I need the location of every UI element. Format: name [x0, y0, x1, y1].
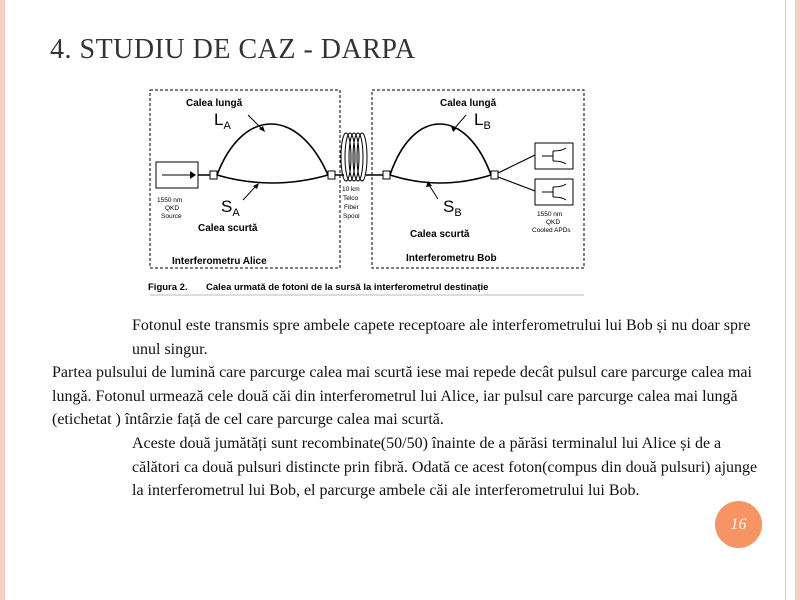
figure-caption-number: Figura 2.: [148, 282, 188, 293]
body-text: [52, 314, 760, 503]
bob-detector-line2: QKD: [546, 219, 561, 226]
alice-long-symbol: $L_A$: [214, 110, 231, 132]
bob-detector-line1: 1550 nm: [537, 211, 563, 218]
alice-short-symbol: $S_A$: [221, 197, 240, 219]
slide-border-right: [795, 0, 800, 600]
bob-short-symbol: $S_B$: [443, 197, 462, 219]
spool-line1: 10 km: [342, 186, 360, 193]
alice-source-line1: 1550 nm: [157, 197, 183, 204]
spool-line4: Spool: [343, 213, 360, 220]
bob-short-pointer: [429, 185, 438, 199]
page-number-badge: 16: [715, 501, 762, 548]
bob-long-path: [390, 124, 491, 175]
alice-coupler-1: [210, 171, 217, 179]
slide-border-right-line: [785, 0, 786, 600]
bob-coupler-1: [383, 171, 390, 179]
interferometer-figure: [148, 85, 588, 300]
alice-coupler-2: [328, 171, 335, 179]
slide-title: 4. STUDIU DE CAZ - DARPA: [50, 34, 416, 65]
paragraph-3: Aceste două jumătăți sunt recombinate(50/50) înainte de a părăsi terminalul lui Alice și de a călători ca două pulsuri distincte prin fibră. Odată ce acest foton(compus din două pulsuri) ajunge la interferometrul lui Bob, el parcurge ambele căi ale interferometrului lui Bob.: [132, 434, 758, 500]
paragraph-1: Fotonul este transmis spre ambele capete receptoare ale interferometrului lui Bob și nu doar spre unul singur.: [132, 317, 751, 358]
bob-long-symbol: $L_B$: [474, 110, 491, 132]
bob-detector-2: [535, 179, 573, 205]
bob-detector-line3: Cooled APDs: [532, 227, 571, 234]
figure-caption-text: Calea urmată de fotoni de la sursă la interferometrul destinație: [206, 282, 489, 293]
alice-long-path-label: Calea lungă: [186, 98, 243, 109]
alice-long-path: [217, 124, 328, 175]
alice-caption: Interferometru Alice: [172, 256, 267, 267]
alice-source-line3: Source: [161, 213, 182, 220]
spool-line3: Fiber: [344, 204, 359, 211]
bob-short-path-label: Calea scurtă: [410, 229, 470, 240]
alice-source-line2: QKD: [165, 205, 180, 212]
bob-coupler-2: [491, 171, 498, 179]
bob-short-path: [390, 175, 491, 183]
paragraph-2: Partea pulsului de lumină care parcurge calea mai scurtă iese mai repede decât pulsul care parcurge calea mai lungă. Fotonul urmează cele două căi din interferometrul lui Alice, iar pulsul care parcurge calea mai lungă (etichetat ) întârzie față de cel care parcurge calea mai scurtă.: [52, 364, 752, 429]
bob-caption: Interferometru Bob: [406, 253, 497, 264]
alice-short-path: [217, 175, 328, 183]
slide-border-left: [0, 0, 5, 600]
alice-short-path-label: Calea scurtă: [198, 223, 258, 234]
alice-short-pointer: [243, 186, 256, 200]
spool-line2: Telco: [343, 195, 359, 202]
bob-detector-1: [535, 143, 573, 169]
bob-long-pointer: [454, 115, 466, 129]
fiber-spool: [341, 133, 367, 181]
bob-long-path-label: Calea lungă: [440, 98, 497, 109]
